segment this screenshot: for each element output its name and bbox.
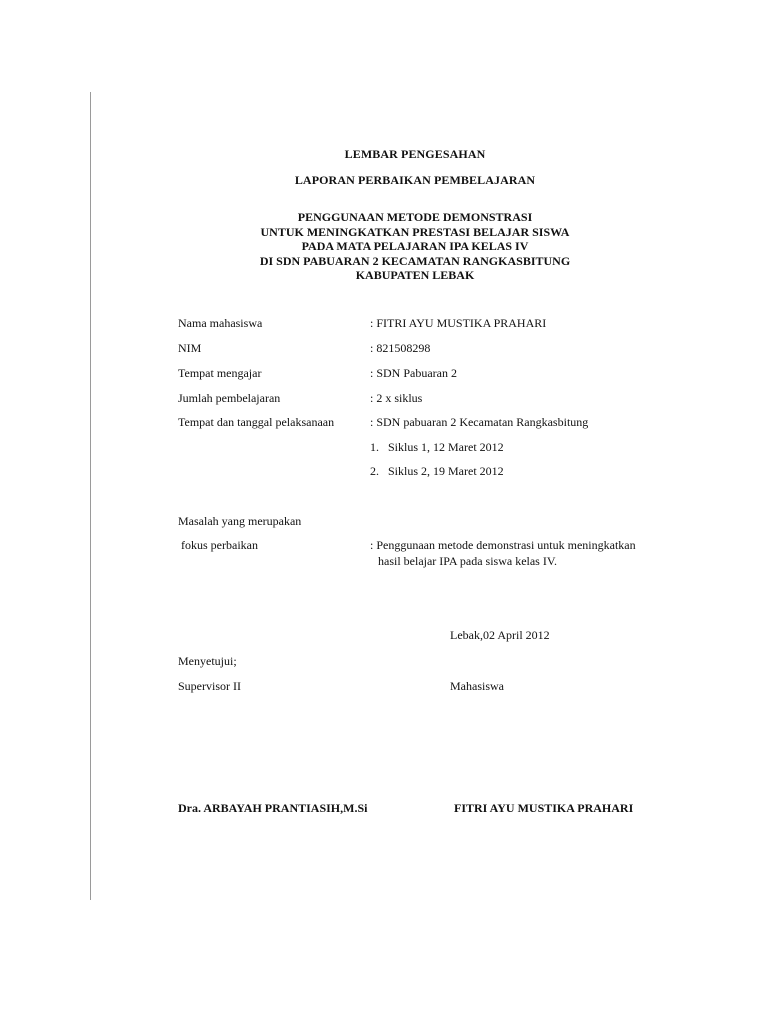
nim-value: : 821508298 (370, 341, 431, 355)
masalah-value: : Penggunaan metode demonstrasi untuk meningkatkan (370, 538, 636, 552)
nama-label: Nama mahasiswa (178, 316, 263, 330)
siklus-text: Siklus 2, 19 Maret 2012 (388, 464, 504, 478)
report-title (0, 210, 768, 283)
document-subtitle: LAPORAN PERBAIKAN PEMBELAJARAN (294, 173, 536, 187)
place-date: Lebak,02 April 2012 (450, 628, 550, 642)
nama-value: : FITRI AYU MUSTIKA PRAHARI (370, 316, 547, 330)
siklus-text: Siklus 1, 12 Maret 2012 (388, 440, 504, 454)
tempat-tanggal-value: : SDN pabuaran 2 Kecamatan Rangkasbitung (370, 415, 589, 429)
tempat-mengajar-label: Tempat mengajar (178, 366, 262, 380)
masalah-value-continued: hasil belajar IPA pada siswa kelas IV. (378, 554, 557, 568)
siklus-number: 1. (370, 440, 379, 454)
approval-text: Menyetujui; (178, 654, 237, 668)
report-title-line: UNTUK MENINGKATKAN PRESTASI BELAJAR SISWA (260, 224, 570, 239)
student-name: FITRI AYU MUSTIKA PRAHARI (454, 801, 634, 815)
tempat-mengajar-value: : SDN Pabuaran 2 (370, 366, 457, 380)
siklus-item (370, 464, 504, 478)
siklus-item (370, 440, 504, 454)
report-title-line: PENGGUNAAN METODE DEMONSTRASI (297, 210, 533, 224)
tempat-tanggal-label: Tempat dan tanggal pelaksanaan (178, 415, 335, 429)
jumlah-pembelajaran-value: : 2 x siklus (370, 391, 423, 405)
masalah-label: Masalah yang merupakan (178, 514, 302, 528)
document-title: LEMBAR PENGESAHAN (344, 147, 486, 161)
supervisor-name: Dra. ARBAYAH PRANTIASIH,M.Si (178, 801, 368, 815)
siklus-number: 2. (370, 464, 379, 478)
report-title-line: DI SDN PABUARAN 2 KECAMATAN RANGKASBITUNG (259, 253, 571, 268)
student-role: Mahasiswa (450, 679, 504, 693)
report-title-line: PADA MATA PELAJARAN IPA KELAS IV (301, 239, 529, 253)
report-title-line: KABUPATEN LEBAK (355, 268, 475, 282)
fokus-perbaikan-label: fokus perbaikan (178, 538, 258, 552)
supervisor-role: Supervisor II (178, 679, 241, 693)
nim-label: NIM (178, 341, 202, 355)
jumlah-pembelajaran-label: Jumlah pembelajaran (178, 391, 281, 405)
